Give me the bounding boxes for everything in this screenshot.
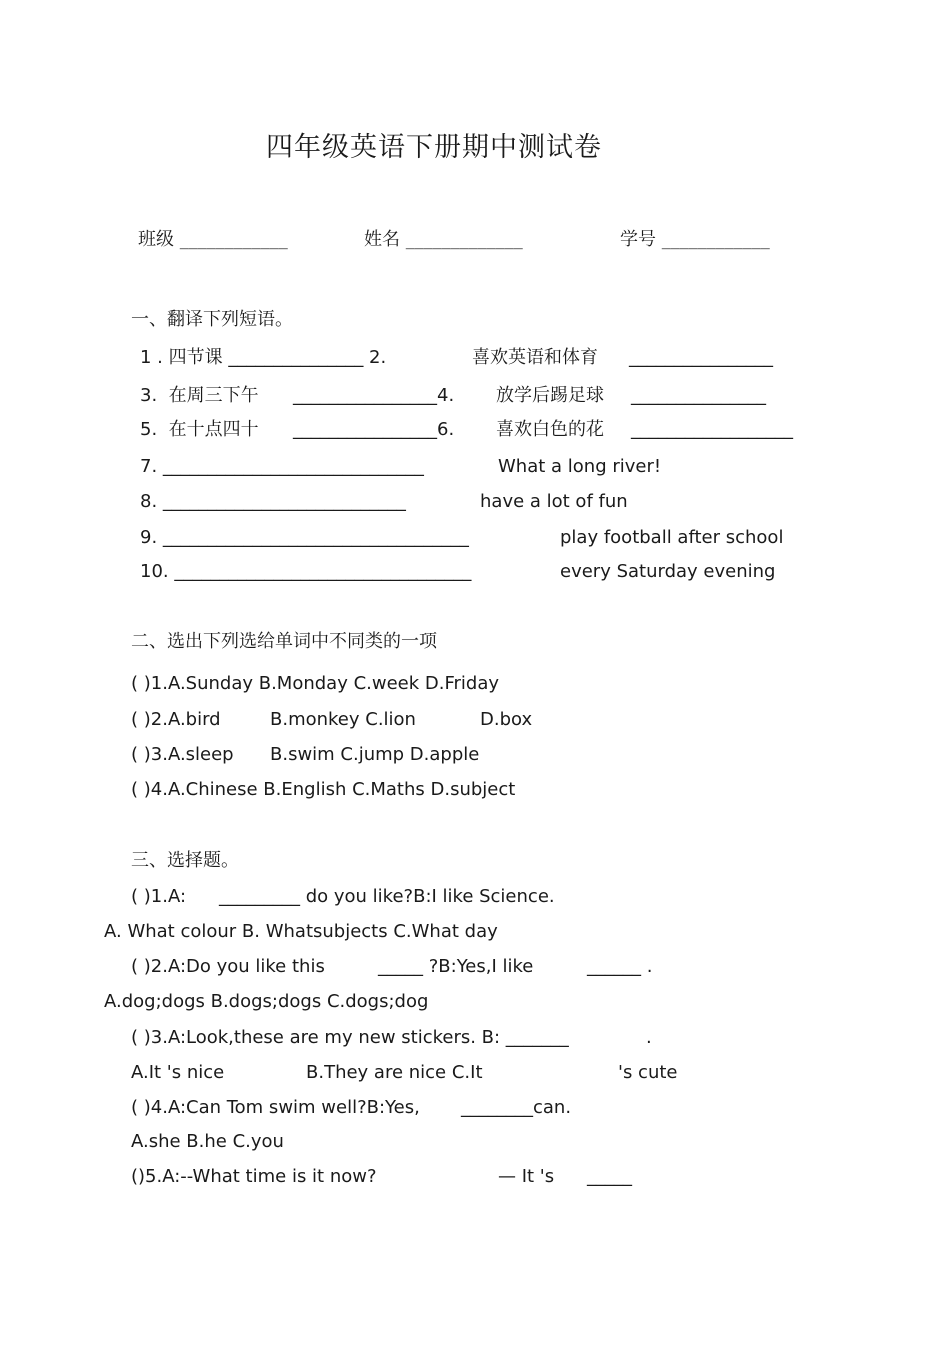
section1-item-5-text: 5. 在十点四十 <box>140 419 259 440</box>
section1-item-4-text: 放学后踢足球 <box>496 385 604 406</box>
section1-item-9-blank: 9. __________________________________ <box>140 527 469 548</box>
student-number-field: 学号 ____________ <box>620 229 770 250</box>
section1-item-3-text: 3. 在周三下午 <box>140 385 259 406</box>
section1-item-1-left: 1 . 四节课 _______________ 2. <box>140 347 387 368</box>
section3-q2-options: A.dog;dogs B.dogs;dogs C.dogs;dog <box>104 991 429 1012</box>
section1-item-5-blank: ________________6. <box>293 419 455 440</box>
section3-q2-c: ______ . <box>587 956 653 977</box>
section3-q5-b: — It 's <box>498 1166 555 1187</box>
section2-item-2-a: ( )2.A.bird <box>131 709 221 730</box>
section3-q5-a: ()5.A:--What time is it now? <box>131 1166 377 1187</box>
section2-item-2-c: D.box <box>480 709 533 730</box>
section1-item-7-text: What a long river! <box>498 456 662 477</box>
section3-q4-a: ( )4.A:Can Tom swim well?B:Yes, <box>131 1097 420 1118</box>
section3-q4-options: A.she B.he C.you <box>131 1131 284 1152</box>
page-title: 四年级英语下册期中测试卷 <box>266 132 602 163</box>
section3-q4-b: ________can. <box>461 1097 572 1118</box>
class-field: 班级 ____________ <box>138 229 288 250</box>
section1-item-3-blank: ________________4. <box>293 385 455 406</box>
section1-item-6-text: 喜欢白色的花 <box>496 419 604 440</box>
section3-q3-option-b: B.They are nice C.It <box>306 1062 483 1083</box>
section3-q1-options: A. What colour B. Whatsubjects C.What day <box>104 921 498 942</box>
section2-item-1: ( )1.A.Sunday B.Monday C.week D.Friday <box>131 673 500 694</box>
section1-item-8-blank: 8. ___________________________ <box>140 491 406 512</box>
section1-item-9-text: play football after school <box>560 527 784 548</box>
section3-q3-b: . <box>646 1027 652 1048</box>
section3-q5-c: _____ <box>587 1166 632 1187</box>
section3-heading: 三、选择题。 <box>131 850 239 871</box>
section1-item-4-blank: _______________ <box>631 385 766 406</box>
section3-q2-b: _____ ?B:Yes,I like <box>378 956 534 977</box>
section1-item-8-text: have a lot of fun <box>480 491 628 512</box>
section2-item-3-a: ( )3.A.sleep <box>131 744 234 765</box>
section2-item-2-b: B.monkey C.lion <box>270 709 416 730</box>
section1-heading: 一、翻译下列短语。 <box>131 309 293 330</box>
section1-item-2-text: 喜欢英语和体育 <box>472 347 598 368</box>
section2-item-3-b: B.swim C.jump D.apple <box>270 744 480 765</box>
section1-item-7-blank: 7. _____________________________ <box>140 456 424 477</box>
section1-item-10-blank: 10. _________________________________ <box>140 561 472 582</box>
section3-q3-a: ( )3.A:Look,these are my new stickers. B: _______ <box>131 1027 569 1048</box>
section1-item-2-blank: ________________ <box>629 347 773 368</box>
section1-item-6-blank: __________________ <box>631 419 793 440</box>
section1-item-10-text: every Saturday evening <box>560 561 776 582</box>
section3-q2-a: ( )2.A:Do you like this <box>131 956 325 977</box>
section3-q1-b: _________ do you like?B:I like Science. <box>219 886 555 907</box>
section2-item-4: ( )4.A.Chinese B.English C.Maths D.subject <box>131 779 516 800</box>
name-field: 姓名 _____________ <box>364 229 523 250</box>
section3-q3-option-c: 's cute <box>618 1062 678 1083</box>
section3-q1-a: ( )1.A: <box>131 886 187 907</box>
section3-q3-option-a: A.It 's nice <box>131 1062 225 1083</box>
section2-heading: 二、选出下列选给单词中不同类的一项 <box>131 631 437 652</box>
